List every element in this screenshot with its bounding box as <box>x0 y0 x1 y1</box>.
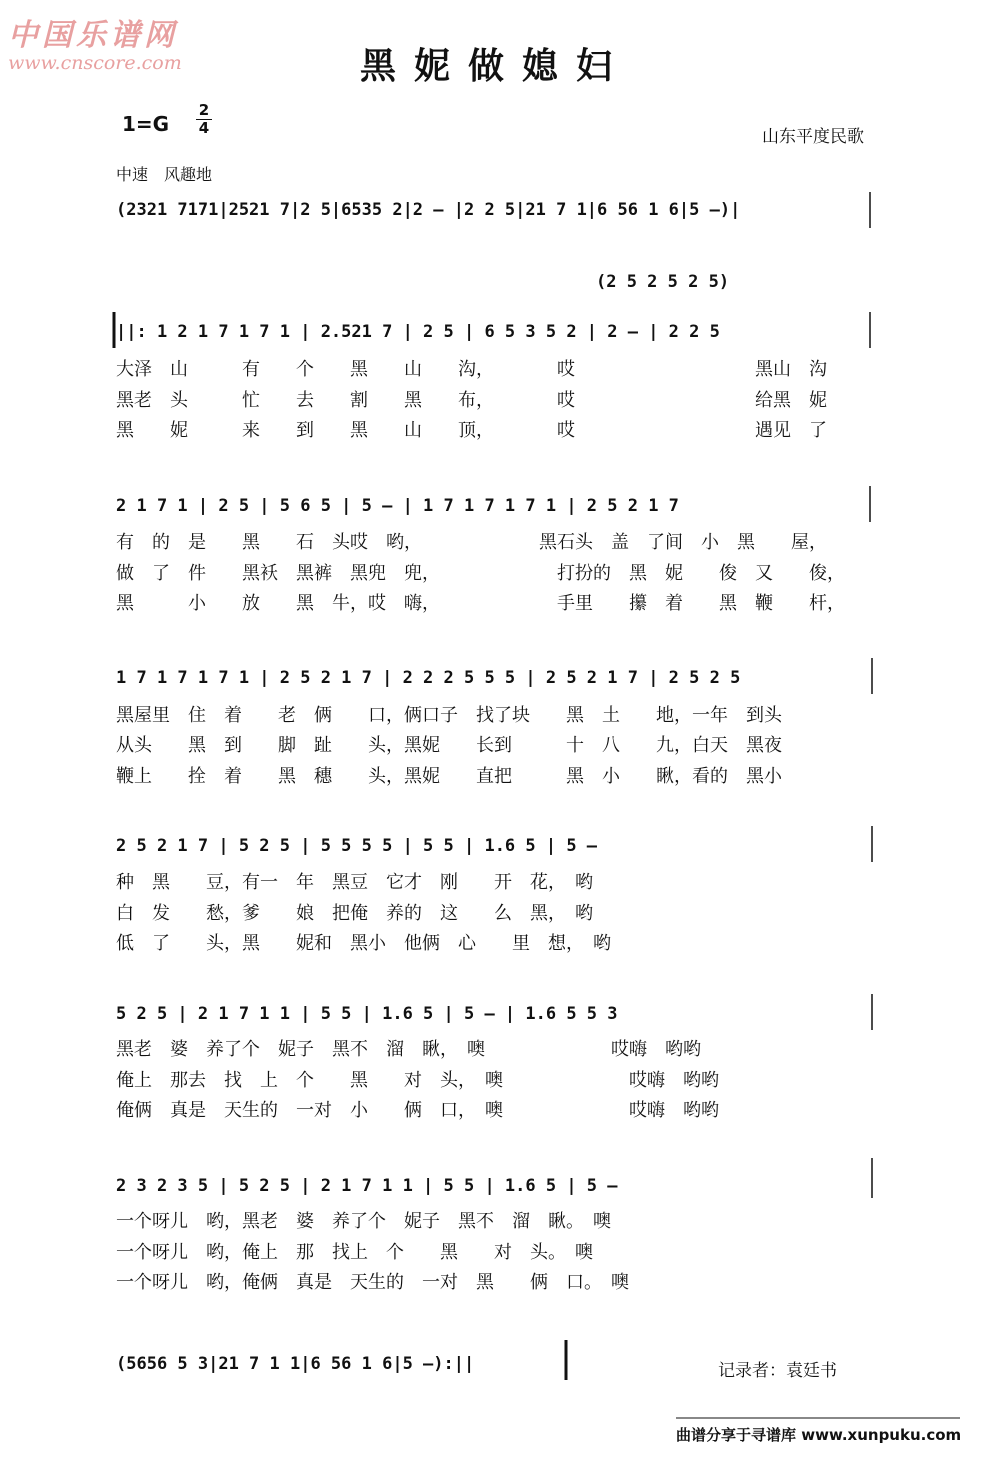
music-line-5: 5 2 5 | 2 1 7 1 1 | 5 5 | 1.6 5 | 5 – | 1.6 5 5 3 <box>116 1004 618 1024</box>
time-signature-top: 2 <box>198 101 210 119</box>
intro-line: (2321 7171|2521 7|2 5|6535 2|2 – |2 2 5|21 7 1|6 56 1 6|5 –)| <box>116 200 741 220</box>
source-footer: 曲谱分享于寻谱库 www.xunpuku.com <box>676 1426 962 1444</box>
watermark-logo: 中国乐谱网 <box>8 18 178 53</box>
tempo-marking: 中速 风趣地 <box>116 165 213 184</box>
lyric-6-verse-1: 一个呀儿 哟，黑老 婆 养了个 妮子 黑不 溜 瞅。 噢 <box>116 1211 611 1232</box>
song-title: 黑妮做媳妇 <box>359 45 630 87</box>
lyric-3-verse-3: 鞭上 拴 着 黑 穗 头，黑妮 直把 黑 小 瞅，看的 黑小 <box>116 766 782 787</box>
music-line-1: ||: 1 2 1 7 1 7 1 | 2.521 7 | 2 5 | 6 5 3 5 2 | 2 – | 2 2 5 <box>116 322 720 342</box>
lyric-3-verse-1: 黑屋里 住 着 老 俩 口，俩口子 找了块 黑 土 地，一年 到头 <box>116 705 782 726</box>
lyric-4-verse-3: 低 了 头，黑 妮和 黑小 他俩 心 里 想， 哟 <box>116 933 611 954</box>
recorder-credit: 记录者：袁廷书 <box>718 1361 837 1381</box>
lyric-1-verse-3: 黑 妮 来 到 黑 山 顶， 哎 遇见 了 <box>116 420 827 441</box>
lyric-5-verse-3: 俺俩 真是 天生的 一对 小 俩 口， 噢 哎嗨 哟哟 <box>116 1100 719 1121</box>
music-line-2: 2 1 7 1 | 2 5 | 5 6 5 | 5 – | 1 7 1 7 1 7 1 | 2 5 2 1 7 <box>116 496 679 516</box>
lyric-6-verse-2: 一个呀儿 哟，俺上 那 找上 个 黑 对 头。 噢 <box>116 1242 593 1263</box>
lyric-6-verse-3: 一个呀儿 哟，俺俩 真是 天生的 一对 黑 俩 口。 噢 <box>116 1272 629 1293</box>
music-line-3: 1 7 1 7 1 7 1 | 2 5 2 1 7 | 2 2 2 5 5 5 | 2 5 2 1 7 | 2 5 2 5 <box>116 668 741 688</box>
lyric-5-verse-2: 俺上 那去 找 上 个 黑 对 头， 噢 哎嗨 哟哟 <box>116 1070 719 1091</box>
time-signature-bottom: 4 <box>198 119 210 137</box>
lyric-4-verse-1: 种 黑 豆，有一 年 黑豆 它才 刚 开 花， 哟 <box>116 872 593 893</box>
music-line-4: 2 5 2 1 7 | 5 2 5 | 5 5 5 5 | 5 5 | 1.6 5 | 5 – <box>116 836 598 856</box>
lyric-2-verse-3: 黑 小 放 黑 牛，哎 嗨， 手里 攥 着 黑 鞭 杆， <box>116 593 845 614</box>
lyric-3-verse-2: 从头 黑 到 脚 趾 头，黑妮 长到 十 八 九，白天 黑夜 <box>116 735 782 756</box>
music-line-6: 2 3 2 3 5 | 5 2 5 | 2 1 7 1 1 | 5 5 | 1.6 5 | 5 – <box>116 1176 618 1196</box>
interlude-line: (2 5 2 5 2 5) <box>596 272 730 292</box>
watermark-url: www.cnscore.com <box>8 52 182 74</box>
music-line-7: (5656 5 3|21 7 1 1|6 56 1 6|5 –):|| <box>116 1354 475 1374</box>
lyric-2-verse-1: 有 的 是 黑 石 头哎 哟， 黑石头 盖 了间 小 黑 屋， <box>116 532 827 553</box>
song-origin: 山东平度民歌 <box>762 127 864 147</box>
lyric-4-verse-2: 白 发 愁，爹 娘 把俺 养的 这 么 黑， 哟 <box>116 903 593 924</box>
key-signature: 1=G <box>122 112 170 136</box>
lyric-5-verse-1: 黑老 婆 养了个 妮子 黑不 溜 瞅， 噢 哎嗨 哟哟 <box>116 1039 701 1060</box>
lyric-1-verse-1: 大泽 山 有 个 黑 山 沟， 哎 黑山 沟 <box>116 359 827 380</box>
lyric-1-verse-2: 黑老 头 忙 去 割 黑 布， 哎 给黑 妮 <box>116 390 827 411</box>
lyric-2-verse-2: 做 了 件 黑袄 黑裤 黑兜 兜， 打扮的 黑 妮 俊 又 俊， <box>116 563 845 584</box>
